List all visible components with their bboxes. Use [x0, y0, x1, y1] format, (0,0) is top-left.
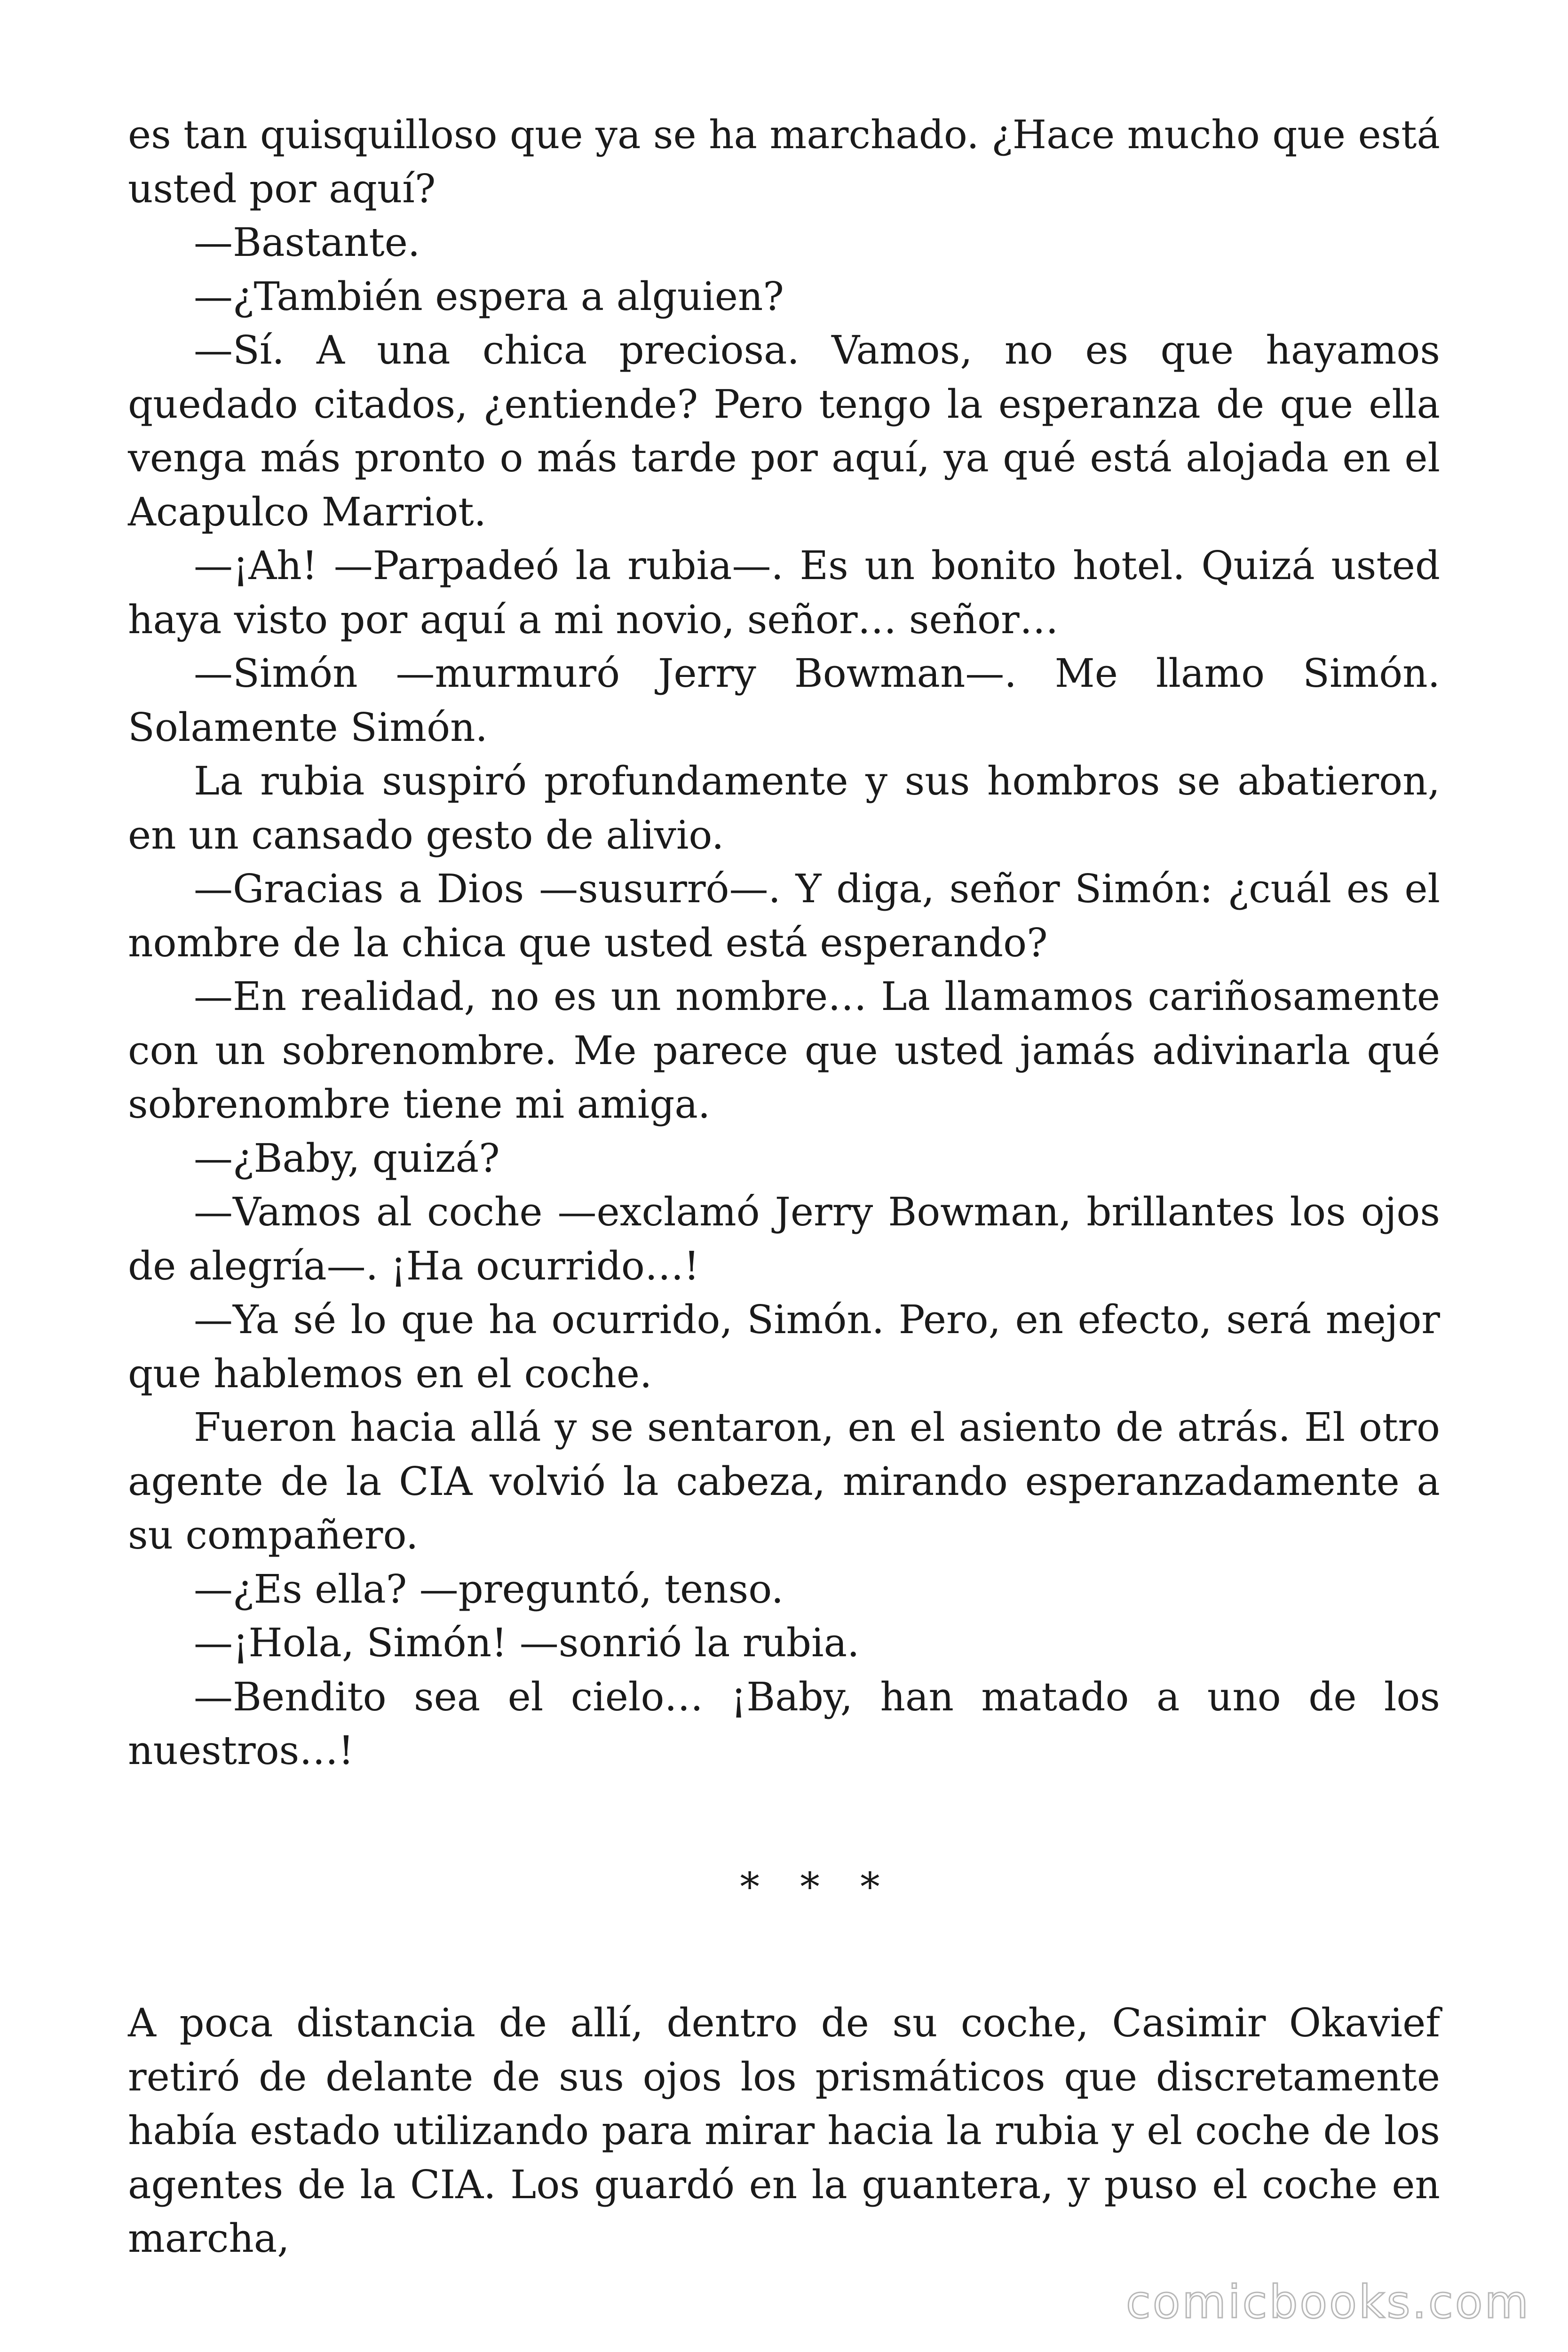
dialogue-line: —Ya sé lo que ha ocurrido, Simón. Pero, en efecto, será mejor que hablemos en el coche. [128, 1297, 1440, 1397]
dialogue-line: —Bendito sea el cielo… ¡Baby, han matado a uno de los nuestros…! [128, 1674, 1440, 1773]
dialogue-line: —Gracias a Dios —susurró—. Y diga, señor Simón: ¿cuál es el nombre de la chica que usted está esperando? [128, 866, 1440, 966]
paragraph: La rubia suspiró profundamente y sus hombros se abatieron, en un cansado gesto de alivio. [128, 758, 1440, 858]
dialogue-line: —¡Ah! —Parpadeó la rubia—. Es un bonito hotel. Quizá usted haya visto por aquí a mi novio, señor… señor… [128, 543, 1440, 643]
dialogue-line: —Bastante. [194, 220, 420, 265]
dialogue-line: —En realidad, no es un nombre… La llamamos cariñosamente con un sobrenombre. Me parece que usted jamás adivinarla qué sobrenombre tiene mi amiga. [128, 974, 1440, 1127]
dialogue-line: —¡Hola, Simón! —sonrió la rubia. [194, 1620, 860, 1666]
dialogue-line: —Sí. A una chica preciosa. Vamos, no es que hayamos quedado citados, ¿entiende? Pero tengo la esperanza de que ella venga más pronto o más tarde por aquí, ya qué está alojada en el Acapulco Marriot. [128, 327, 1440, 535]
dialogue-line: —¿Es ella? —preguntó, tenso. [194, 1566, 784, 1612]
dialogue-line: —Simón —murmuró Jerry Bowman—. Me llamo Simón. Solamente Simón. [128, 651, 1440, 750]
dialogue-line: —¿También espera a alguien? [194, 273, 784, 319]
paragraph: A poca distancia de allí, dentro de su coche, Casimir Okavief retiró de delante de sus ojos los prismáticos que discretamente había estado utilizando para mirar hacia la rubia y el coche de los agentes de la CIA. Los guardó en la guantera, y puso el coche en marcha, [128, 2000, 1440, 2261]
watermark-logo: comicbooks.com [1125, 2276, 1530, 2328]
scene-break: * * * [740, 1864, 894, 1910]
dialogue-line: —Vamos al coche —exclamó Jerry Bowman, brillantes los ojos de alegría—. ¡Ha ocurrido…! [128, 1189, 1440, 1289]
paragraph: es tan quisquilloso que ya se ha marchado. ¿Hace mucho que está usted por aquí? [128, 112, 1440, 212]
dialogue-line: —¿Baby, quizá? [194, 1135, 500, 1181]
paragraph: Fueron hacia allá y se sentaron, en el asiento de atrás. El otro agente de la CIA volvió la cabeza, mirando esperanzadamente a su compañero. [128, 1405, 1440, 1558]
book-page [128, 108, 1440, 2266]
